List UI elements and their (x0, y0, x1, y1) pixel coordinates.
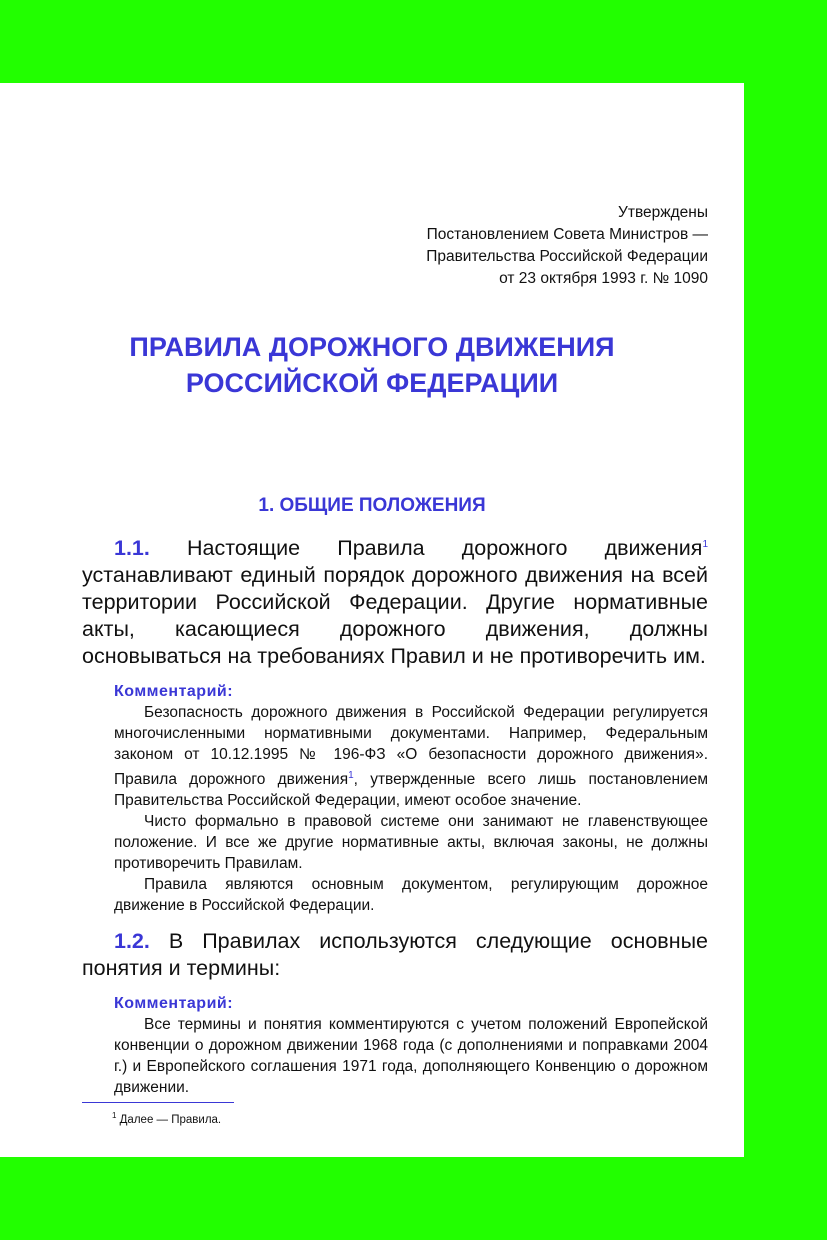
comment-paragraph: Чисто формально в правовой системе они занимают не главенствующее положение. И все же другие нормативные акты, включая законы, не должны противоречить Правилам. (114, 813, 708, 873)
footnote (112, 1111, 221, 1126)
comment-paragraph (114, 702, 708, 811)
clause-text: В Правилах используются следующие основные понятия и термины: (82, 929, 708, 981)
book-page (0, 83, 744, 1157)
clause-1-1 (82, 531, 708, 670)
section-content (82, 531, 708, 1098)
footnote-divider (82, 1102, 234, 1103)
footnote-mark: 1 (112, 1111, 117, 1120)
approval-block (308, 202, 708, 290)
comment-label: Комментарий: (114, 995, 234, 1013)
clause-text-continued: устанавливают единый порядок дорожного движения на всей территории Российской Федерации. Другие нормативные акты, касающиеся дорожного движения, должны основываться на требованиях Правил и не противоречить им. (82, 563, 708, 669)
approval-line-4: от 23 октября 1993 г. № 1090 (499, 270, 708, 287)
comment-text: Безопасность дорожного движения в Российской Федерации регулируется многочисленными нормативными документами. Например, Федеральным законом от 10.12.1995 № 196-ФЗ «О безопасности дорожного движения». Правила дорожного движения (114, 704, 708, 789)
clause-1-2 (82, 928, 708, 982)
approval-line-1: Утверждены (618, 204, 708, 221)
footnote-text: Далее — Правила. (116, 1113, 222, 1126)
document-title (0, 329, 744, 401)
comment-paragraph: Правила являются основным документом, регулирующим дорожное движение в Российской Федерации. (114, 876, 708, 915)
clause-number: 1.2. (114, 929, 150, 954)
comment-block-1 (82, 682, 708, 916)
clause-text: Настоящие Правила дорожного движения (149, 536, 703, 561)
approval-line-2: Постановлением Совета Министров — (426, 226, 708, 243)
comment-label: Комментарий: (114, 683, 234, 701)
comment-block-2 (82, 994, 708, 1098)
document-title-line-2: РОССИЙСКОЙ ФЕДЕРАЦИИ (185, 368, 559, 398)
clause-number: 1.1. (114, 536, 150, 561)
section-title: 1. ОБЩИЕ ПОЛОЖЕНИЯ (258, 495, 486, 516)
document-title-line-1: ПРАВИЛА ДОРОЖНОГО ДВИЖЕНИЯ (129, 332, 615, 362)
comment-paragraph: Все термины и понятия комментируются с учетом положений Европейской конвенции о дорожном движении 1968 года (с дополнениями и поправками 2004 г.) и Европейского соглашения 1971 года, дополняющего Конвенцию о дорожном движении. (114, 1016, 708, 1097)
comment-text-continued: , утвержденные всего лишь постановлением Правительства Российской Федерации, имеют особое значение. (114, 771, 708, 810)
footnote-reference[interactable]: 1 (348, 770, 354, 782)
footnote-reference[interactable]: 1 (702, 539, 708, 550)
approval-line-3: Правительства Российской Федерации (426, 248, 708, 265)
